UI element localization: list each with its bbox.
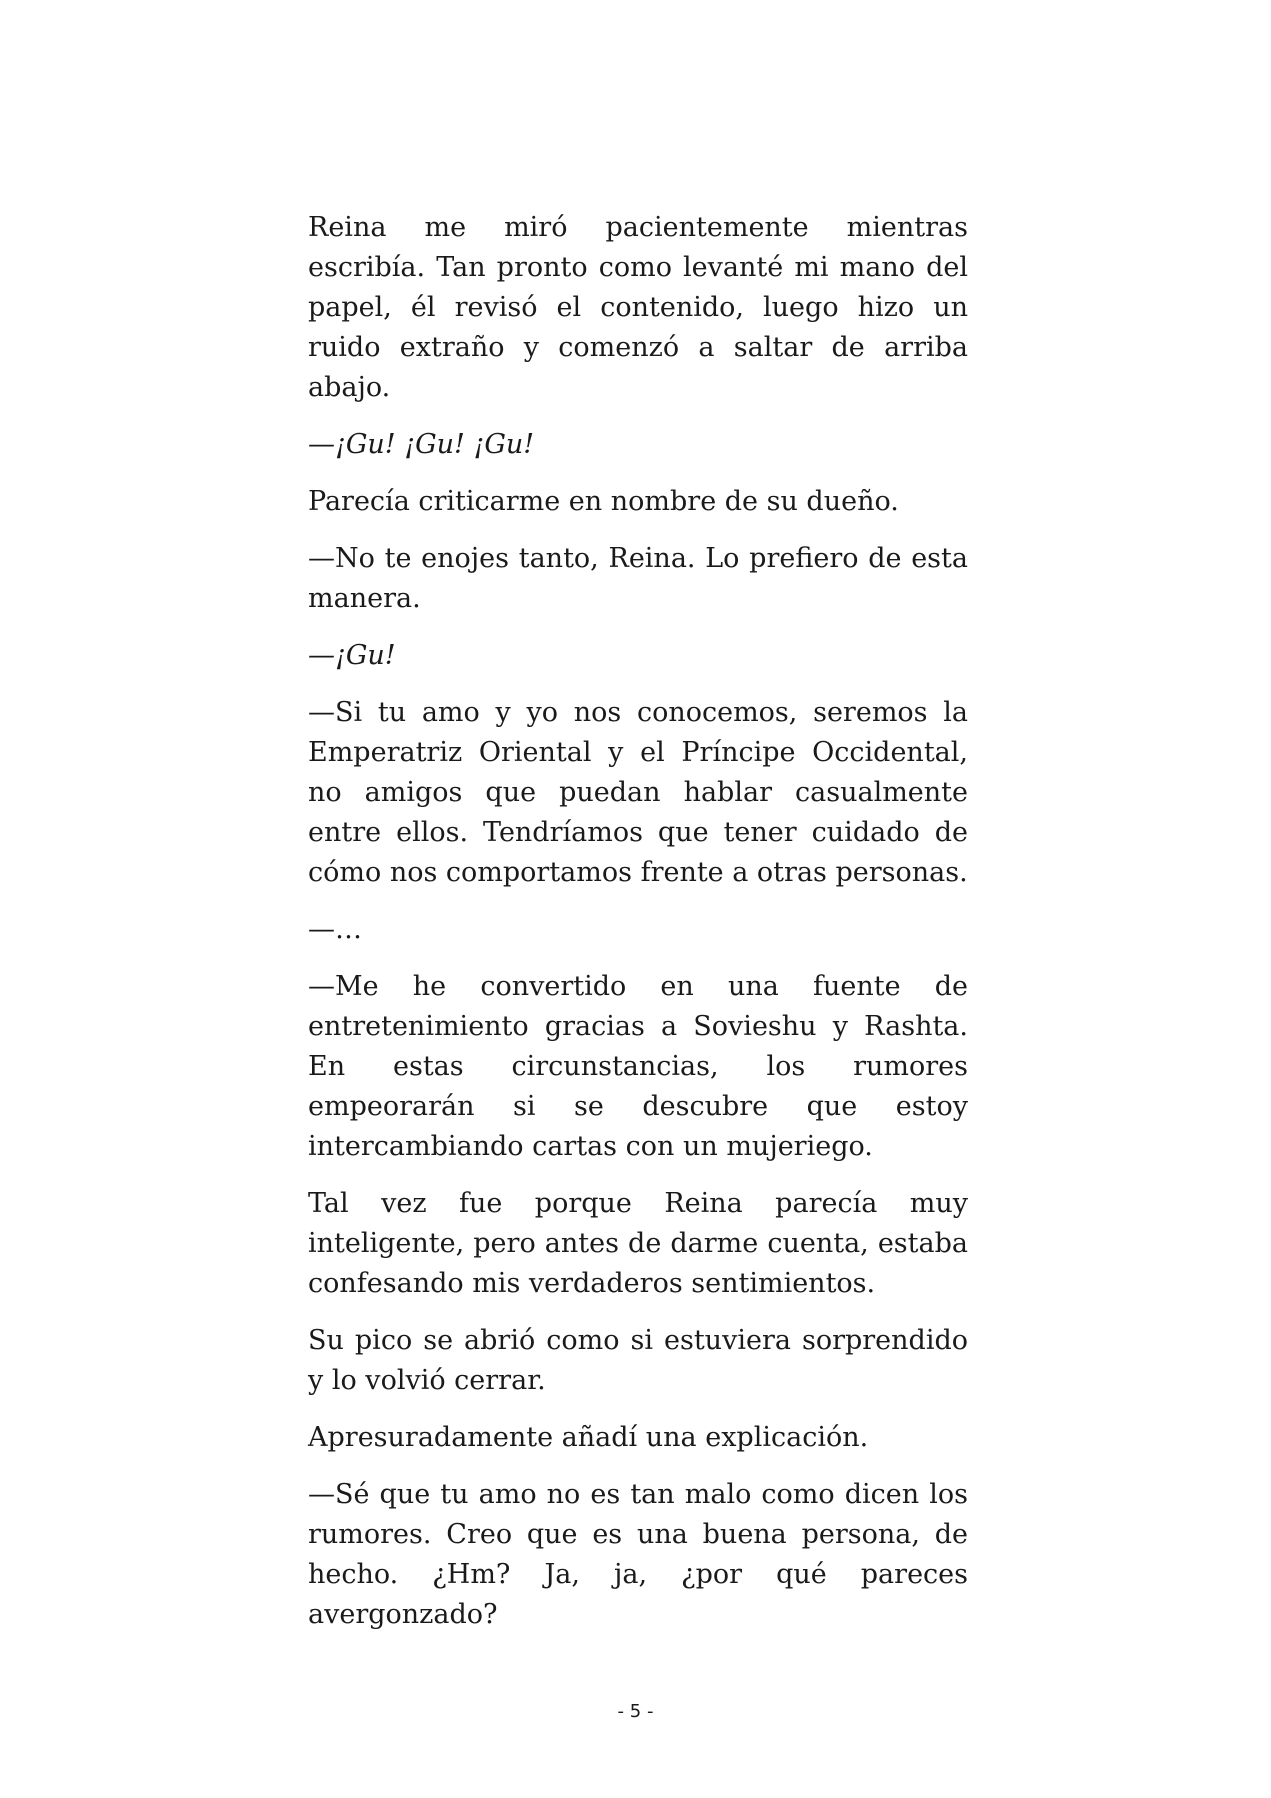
paragraph: Apresuradamente añadí una explicación. xyxy=(308,1422,869,1453)
paragraph-dialogue: —¡Gu! xyxy=(308,640,396,671)
paragraph-dialogue: —Me he convertido en una fuente de entretenimiento gracias a Sovieshu y Rashta. En estas circunstancias, los rumores empeorarán si se descubre que estoy intercambiando cartas con un mujeriego. xyxy=(308,971,968,1162)
page-number: - 5 - xyxy=(617,1701,654,1722)
paragraph-dialogue: —¡Gu! ¡Gu! ¡Gu! xyxy=(308,429,535,460)
paragraph-dialogue: —… xyxy=(308,914,362,945)
paragraph: Reina me miró pacientemente mientras escribía. Tan pronto como levanté mi mano del papel, él revisó el contenido, luego hizo un ruido extraño y comenzó a saltar de arriba abajo. xyxy=(308,212,968,403)
paragraph: Tal vez fue porque Reina parecía muy inteligente, pero antes de darme cuenta, estaba confesando mis verdaderos sentimientos. xyxy=(308,1188,968,1299)
paragraph-dialogue: —Sé que tu amo no es tan malo como dicen los rumores. Creo que es una buena persona, de hecho. ¿Hm? Ja, ja, ¿por qué pareces avergonzado? xyxy=(308,1479,968,1630)
paragraph-dialogue: —Si tu amo y yo nos conocemos, seremos la Emperatriz Oriental y el Príncipe Occidental, no amigos que puedan hablar casualmente entre ellos. Tendríamos que tener cuidado de cómo nos comportamos frente a otras personas. xyxy=(308,697,968,888)
paragraph: Parecía criticarme en nombre de su dueño. xyxy=(308,486,899,517)
body-text xyxy=(308,208,968,1652)
paragraph-dialogue: —No te enojes tanto, Reina. Lo prefiero de esta manera. xyxy=(308,543,968,614)
paragraph: Su pico se abrió como si estuviera sorprendido y lo volvió cerrar. xyxy=(308,1325,968,1396)
